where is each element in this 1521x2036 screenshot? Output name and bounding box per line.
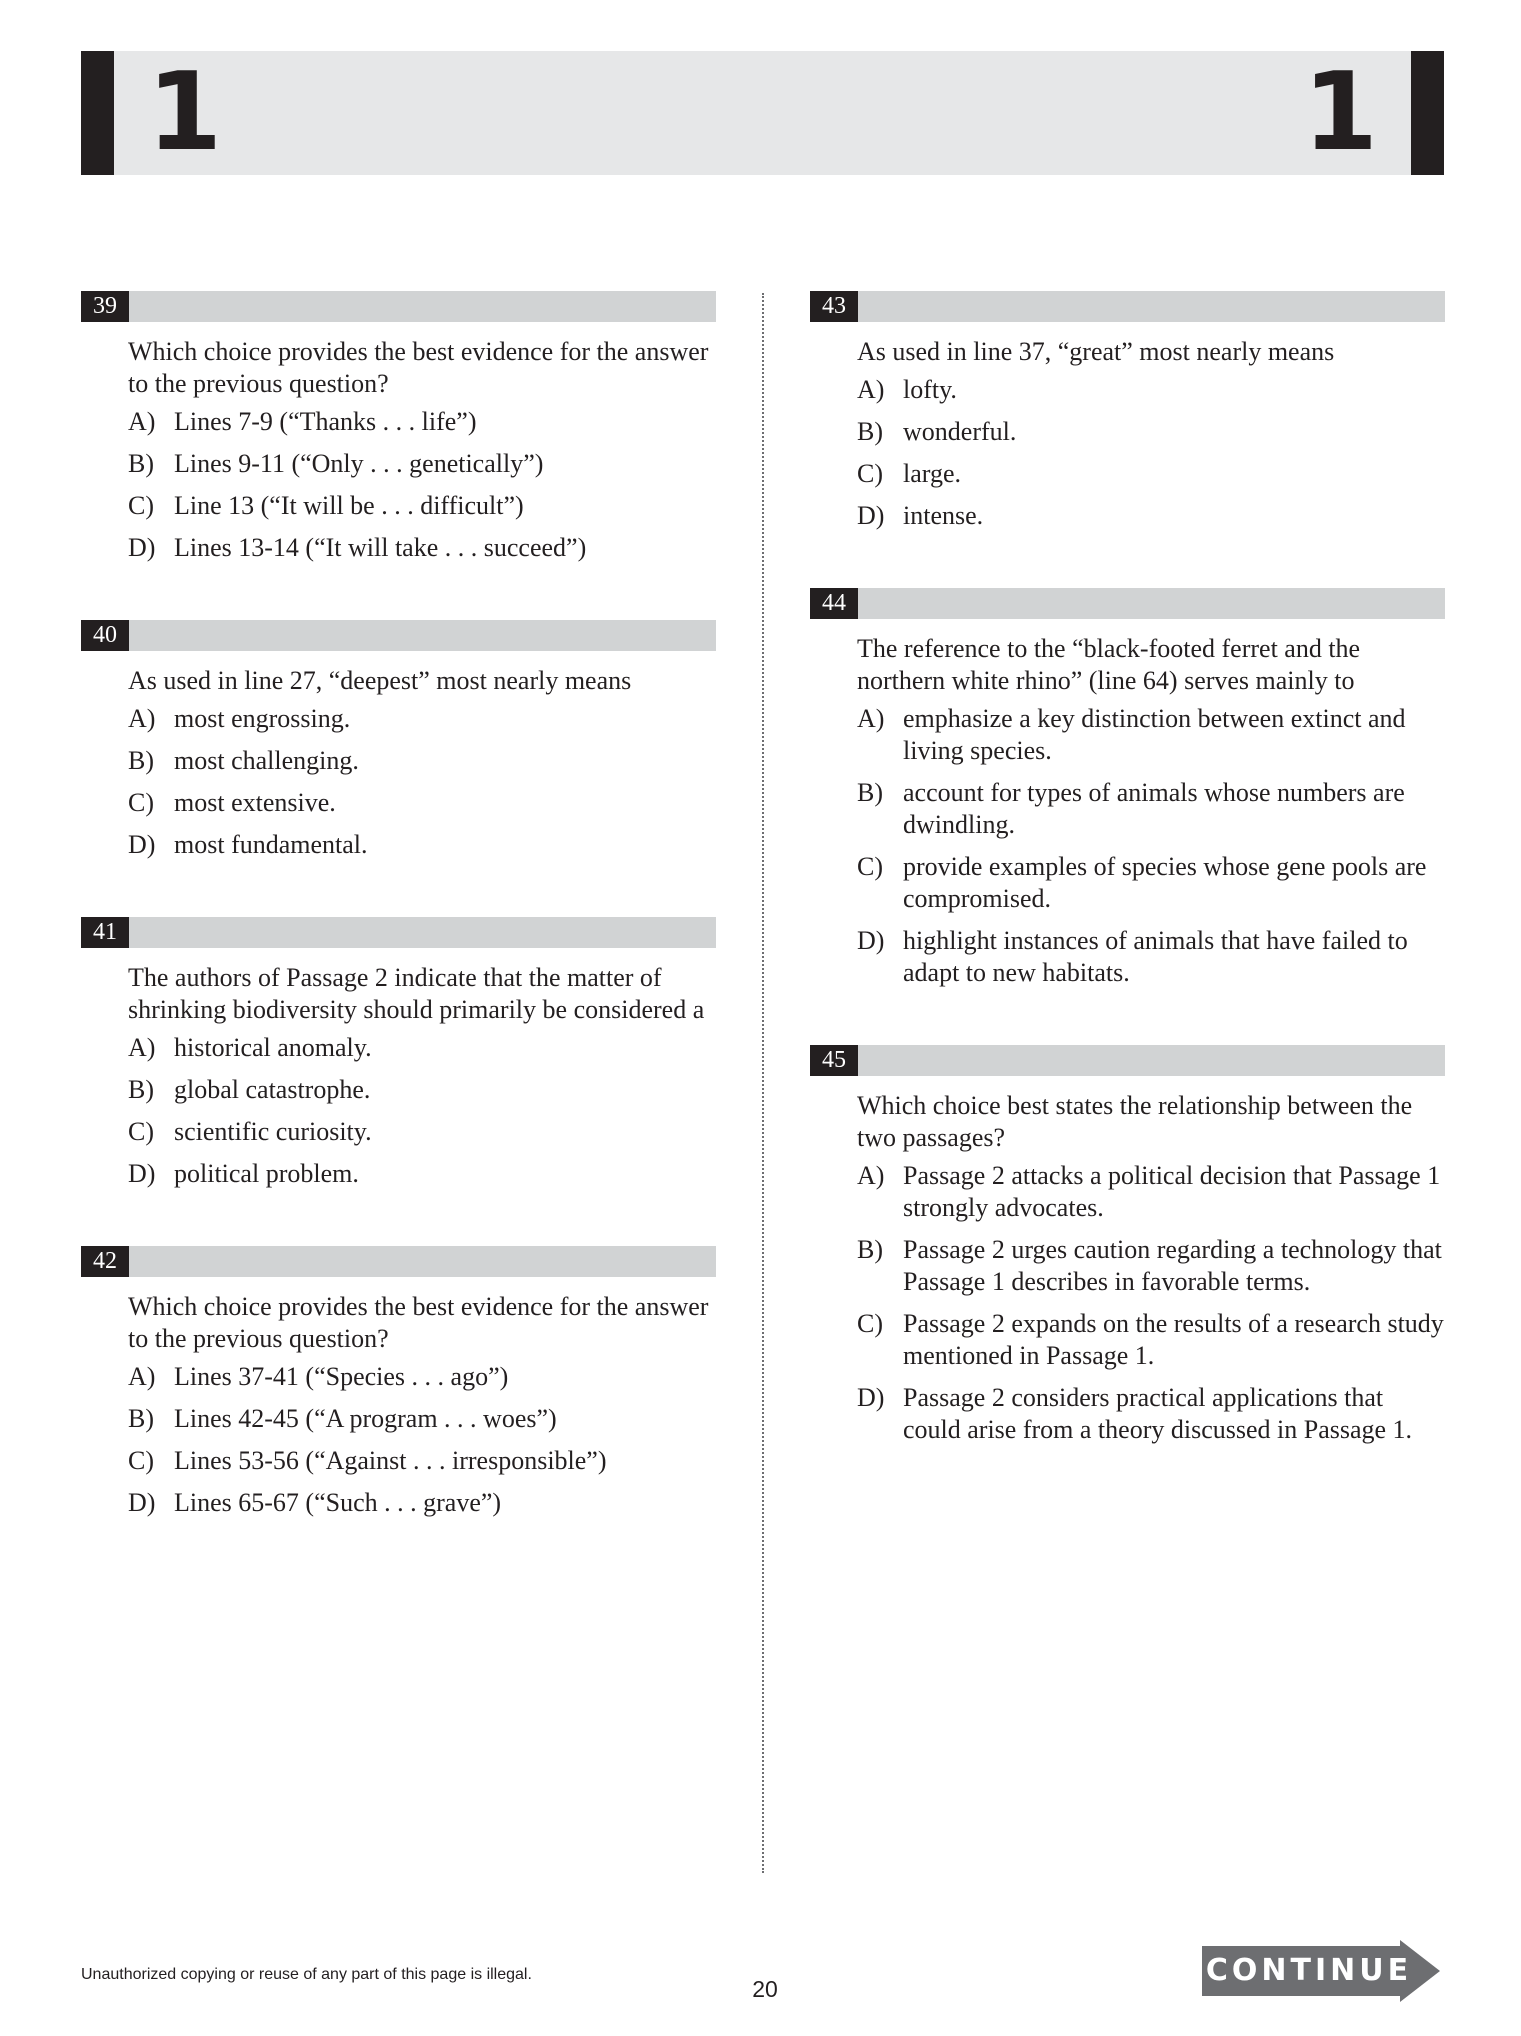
choice-text: Passage 2 attacks a political decision that Passage 1 strongly advocates. bbox=[903, 1161, 1441, 1222]
column-divider bbox=[762, 293, 764, 1873]
choice-text: intense. bbox=[903, 501, 984, 530]
choice-letter: D) bbox=[128, 1488, 156, 1517]
question-number: 44 bbox=[810, 588, 858, 619]
question-number: 39 bbox=[81, 291, 129, 322]
answer-choice-d[interactable] bbox=[128, 1158, 716, 1190]
question-stem: As used in line 27, “deepest” most nearly means bbox=[128, 666, 632, 695]
choice-letter: D) bbox=[857, 926, 885, 955]
choice-text: Lines 13-14 (“It will take . . . succeed”) bbox=[174, 533, 587, 562]
choice-text: Lines 37-41 (“Species . . . ago”) bbox=[174, 1362, 509, 1391]
choice-text: Passage 2 urges caution regarding a technology that Passage 1 describes in favorable terms. bbox=[903, 1235, 1442, 1296]
choice-text: lofty. bbox=[903, 375, 957, 404]
answer-choices bbox=[857, 1160, 1445, 1446]
choice-text: Line 13 (“It will be . . . difficult”) bbox=[174, 491, 524, 520]
choice-letter: B) bbox=[128, 746, 154, 775]
question-41 bbox=[81, 917, 716, 1190]
answer-choice-d[interactable] bbox=[128, 829, 716, 861]
question-bar bbox=[810, 588, 1445, 619]
choice-text: provide examples of species whose gene pools are compromised. bbox=[903, 852, 1427, 913]
section-number-left: 1 bbox=[147, 50, 223, 175]
question-39 bbox=[81, 291, 716, 564]
choice-letter: B) bbox=[128, 1075, 154, 1104]
section-number-right: 1 bbox=[1302, 50, 1378, 175]
answer-choice-b[interactable] bbox=[128, 448, 716, 480]
choice-letter: B) bbox=[857, 1235, 883, 1264]
answer-choice-c[interactable] bbox=[128, 787, 716, 819]
answer-choice-b[interactable] bbox=[857, 416, 1445, 448]
choice-text: most engrossing. bbox=[174, 704, 351, 733]
choice-text: most extensive. bbox=[174, 788, 336, 817]
choice-letter: B) bbox=[128, 1404, 154, 1433]
choice-letter: C) bbox=[128, 788, 154, 817]
question-column-left bbox=[81, 291, 716, 1529]
choice-letter: B) bbox=[857, 778, 883, 807]
choice-letter: A) bbox=[128, 407, 156, 436]
choice-text: Lines 65-67 (“Such . . . grave”) bbox=[174, 1488, 502, 1517]
answer-choice-c[interactable] bbox=[128, 1445, 716, 1477]
answer-choice-a[interactable] bbox=[128, 703, 716, 735]
question-stem: Which choice best states the relationship between the two passages? bbox=[857, 1091, 1413, 1152]
answer-choice-c[interactable] bbox=[857, 851, 1445, 915]
answer-choice-a[interactable] bbox=[128, 1361, 716, 1393]
choice-letter: C) bbox=[128, 491, 154, 520]
choice-letter: B) bbox=[128, 449, 154, 478]
answer-choices bbox=[128, 406, 716, 564]
answer-choices bbox=[857, 703, 1445, 989]
question-stem: Which choice provides the best evidence for the answer to the previous question? bbox=[128, 1292, 709, 1353]
answer-choice-c[interactable] bbox=[857, 1308, 1445, 1372]
choice-text: highlight instances of animals that have failed to adapt to new habitats. bbox=[903, 926, 1408, 987]
answer-choice-b[interactable] bbox=[128, 745, 716, 777]
question-stem: The reference to the “black-footed ferret and the northern white rhino” (line 64) serves mainly to bbox=[857, 634, 1361, 695]
question-number: 41 bbox=[81, 917, 129, 948]
choice-text: emphasize a key distinction between extinct and living species. bbox=[903, 704, 1406, 765]
question-44 bbox=[810, 588, 1445, 989]
answer-choice-a[interactable] bbox=[128, 406, 716, 438]
choice-text: historical anomaly. bbox=[174, 1033, 372, 1062]
answer-choice-b[interactable] bbox=[128, 1074, 716, 1106]
choice-letter: C) bbox=[128, 1446, 154, 1475]
choice-letter: C) bbox=[857, 1309, 883, 1338]
answer-choice-d[interactable] bbox=[857, 925, 1445, 989]
choice-letter: D) bbox=[128, 533, 156, 562]
question-number: 43 bbox=[810, 291, 858, 322]
question-stem: The authors of Passage 2 indicate that the matter of shrinking biodiversity should primarily be considered a bbox=[128, 963, 705, 1024]
choice-text: global catastrophe. bbox=[174, 1075, 371, 1104]
copyright-notice: Unauthorized copying or reuse of any part of this page is illegal. bbox=[81, 1966, 532, 1983]
question-bar bbox=[81, 291, 716, 322]
choice-letter: D) bbox=[128, 830, 156, 859]
choice-text: Lines 53-56 (“Against . . . irresponsible”) bbox=[174, 1446, 607, 1475]
answer-choice-a[interactable] bbox=[128, 1032, 716, 1064]
choice-text: Lines 9-11 (“Only . . . genetically”) bbox=[174, 449, 544, 478]
header-right-bar bbox=[1411, 51, 1444, 175]
choice-letter: D) bbox=[128, 1159, 156, 1188]
question-number: 40 bbox=[81, 620, 129, 651]
answer-choice-d[interactable] bbox=[857, 500, 1445, 532]
choice-letter: A) bbox=[128, 704, 156, 733]
choice-text: most fundamental. bbox=[174, 830, 368, 859]
answer-choice-c[interactable] bbox=[128, 490, 716, 522]
section-header bbox=[81, 51, 1444, 175]
question-stem: As used in line 37, “great” most nearly means bbox=[857, 337, 1335, 366]
choice-letter: A) bbox=[857, 1161, 885, 1190]
continue-button[interactable] bbox=[1202, 1940, 1440, 2002]
question-42 bbox=[81, 1246, 716, 1519]
answer-choice-a[interactable] bbox=[857, 703, 1445, 767]
question-bar bbox=[81, 1246, 716, 1277]
question-stem: Which choice provides the best evidence for the answer to the previous question? bbox=[128, 337, 709, 398]
choice-text: most challenging. bbox=[174, 746, 359, 775]
answer-choice-b[interactable] bbox=[857, 777, 1445, 841]
choice-letter: A) bbox=[857, 704, 885, 733]
answer-choice-b[interactable] bbox=[128, 1403, 716, 1435]
choice-letter: A) bbox=[857, 375, 885, 404]
choice-text: scientific curiosity. bbox=[174, 1117, 372, 1146]
answer-choices bbox=[128, 1032, 716, 1190]
choice-text: Passage 2 expands on the results of a research study mentioned in Passage 1. bbox=[903, 1309, 1444, 1370]
question-40 bbox=[81, 620, 716, 861]
question-bar bbox=[810, 1045, 1445, 1076]
answer-choice-a[interactable] bbox=[857, 1160, 1445, 1224]
choice-text: Passage 2 considers practical applications that could arise from a theory discussed in Passage 1. bbox=[903, 1383, 1413, 1444]
continue-label: CONTINUE bbox=[1205, 1953, 1413, 1988]
choice-text: political problem. bbox=[174, 1159, 359, 1188]
choice-letter: C) bbox=[128, 1117, 154, 1146]
answer-choice-b[interactable] bbox=[857, 1234, 1445, 1298]
question-bar bbox=[81, 917, 716, 948]
answer-choice-d[interactable] bbox=[128, 1487, 716, 1519]
question-bar bbox=[81, 620, 716, 651]
choice-text: wonderful. bbox=[903, 417, 1017, 446]
choice-text: account for types of animals whose numbers are dwindling. bbox=[903, 778, 1405, 839]
answer-choice-c[interactable] bbox=[857, 458, 1445, 490]
answer-choices bbox=[128, 703, 716, 861]
answer-choice-d[interactable] bbox=[857, 1382, 1445, 1446]
choice-letter: C) bbox=[857, 459, 883, 488]
choice-letter: C) bbox=[857, 852, 883, 881]
page-number: 20 bbox=[752, 1976, 778, 2002]
choice-letter: D) bbox=[857, 1383, 885, 1412]
choice-letter: A) bbox=[128, 1033, 156, 1062]
choice-letter: A) bbox=[128, 1362, 156, 1391]
choice-text: Lines 42-45 (“A program . . . woes”) bbox=[174, 1404, 557, 1433]
question-number: 45 bbox=[810, 1045, 858, 1076]
answer-choices bbox=[857, 374, 1445, 532]
answer-choices bbox=[128, 1361, 716, 1519]
answer-choice-a[interactable] bbox=[857, 374, 1445, 406]
answer-choice-d[interactable] bbox=[128, 532, 716, 564]
question-45 bbox=[810, 1045, 1445, 1446]
choice-text: Lines 7-9 (“Thanks . . . life”) bbox=[174, 407, 477, 436]
answer-choice-c[interactable] bbox=[128, 1116, 716, 1148]
question-number: 42 bbox=[81, 1246, 129, 1277]
choice-letter: D) bbox=[857, 501, 885, 530]
question-column-right bbox=[810, 291, 1445, 1456]
choice-text: large. bbox=[903, 459, 961, 488]
choice-letter: B) bbox=[857, 417, 883, 446]
question-bar bbox=[810, 291, 1445, 322]
header-left-bar bbox=[81, 51, 114, 175]
question-43 bbox=[810, 291, 1445, 532]
